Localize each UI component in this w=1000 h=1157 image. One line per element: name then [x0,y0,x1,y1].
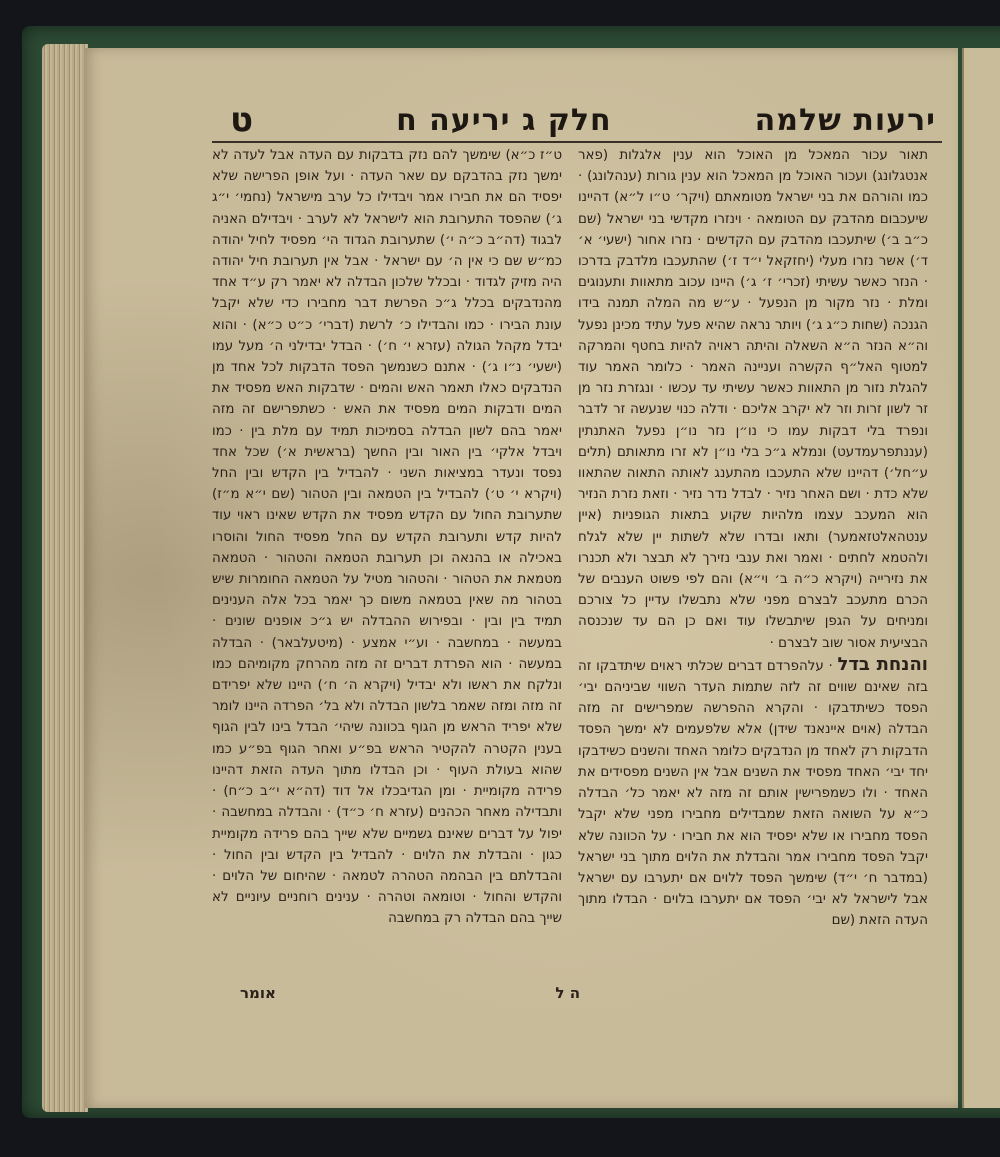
signature-mark: ה ל [555,984,580,1002]
section-paragraph [578,654,928,932]
paragraph-text: · עלהפרדם דברים שכלתי ראוים שיתדבקו זה בזה שאינם שווים זה לזה שתמות העדר השווי שביניהם יבי׳ הפסד כשיתדבקו · והקרא ההפרשה שמפרישים זה מזה הבדלה (אוים איינאנד שידן) אלא שלפעמים לא ימשך הפסד הדבקות רק לאחד מן הנדבקים כלומר האחד והשנים כשידבקו יחד יבי׳ האחד מפסיד את השנים אבל אין השנים מפסידים את האחד · ולו כשמפרישין אותם זה מזה לא יאמר כל׳ הבדלה כ״א על השואה הזאת שמבדילים מחבירו מפני שלא יקבל הפסד מחבירו או שלא יפסיד הוא את חבירו · על הכוונה שלא יקבל הפסד מחבירו אמר והבדלת את הלוים מתוך בני ישראל (במדבר ח׳ י״ד) שימשך הפסד ללוים אם יתערבו עם ישראל אבל לישראל לא יבי׳ הפסד אם יתערבו בלוים · הבדלו מתוך העדה הזאת (שם [578,658,928,929]
running-head [230,98,936,142]
facing-page-edge [962,48,1000,1108]
running-title-left: חלק ג יריעה ח [396,102,612,138]
catchword: אומר [240,984,276,1002]
catchline [240,984,580,1008]
running-title-right: ירעות שלמה [754,102,936,138]
folio-number: ט [230,100,254,140]
text-column-right [578,145,928,990]
paragraph: ט״ז כ״א) שימשך להם נזק בדבקות עם העדה אבל לעדה לא ימשך נזק בהדבקם עם שאר העדה · ועל אופן הפרישה שלא יפסיד הם את חבירו אמר ויבדילו כל ערב מישראל (נחמי׳ י״ג ג׳) שהפסד התערובת הוא לישראל לא לערב · ויבדילם האניה לבגוד (דה״ב כ״ה י׳) שתערובת הגדוד הי׳ מפסיד לחיל יהודה כמ״ש שם כי אין ה׳ עם ישראל · אבל אין תערובת חיל יהודה היה מזיק לגדוד · ובכלל שלכון הבדלה לא יאמר רק ע״ד אחד מהנדבקים בכלל ג״כ הפרשת דבר מחבירו כדי שלא יקבל עונת הבירו · כמו והבדילו כ׳ לרשת (דברי׳ כ״ט כ״א) · והוא יבדל מקהל הגולה (עזרא י׳ ח׳) · הבדל יבדילני ה׳ מעל עמו (ישעי׳ נ״ו ג׳) · אתנם כשנמשך הפסד הדבקות לכל אחד מן הנדבקים כאלו תאמר האש והמים · שדבקות האש מפסיד את המים ודבקות המים מפסיד את האש · כשתפרישם זה מזה יאמר בהם לשון הבדלה בסמיכות תמיד עם מלת בין · כמו ויבדל אלקי׳ בין האור ובין החשך (בראשית א׳) שכל אחד נפסד ונעדר במציאות השני · להבדיל בין הקדש ובין החל (ויקרא י׳ ט׳) להבדיל בין הטמאה ובין הטהור (שם י״א מ״ז) שתערובת החול עם הקדש מפסיד את הקדש שאינו ראוי עוד להיות קדש ותערובת הקדש עם החל מפסיד החול והוסרו באכילה או בהנאה וכן תערובת הטמאה והטהור · הטמאה מטמאת את הטהור · והטהור מטיל על הטמאה החומרות שיש בטהור מה שאין בטמאה משום כך יאמר בכל אלה הענינים תמיד בין ובין · ובפירוש ההבדלה יש ג״כ אופנים שונים · במעשה · במחשבה · וע״י אמצע · (מיטעלבאר) · הבדלה במעשה · הוא הפרדת דברים זה מזה מהרחק מקומיהם כמו ונלקח את ראשו ולא יבדיל (ויקרא ה׳ ח׳) היינו שלא יפרידם זה מזה ומזה שאמר בלשון הבדלה ולא בל׳ הפרדה היינו לומר שלא יפריד הראש מן הגוף בכוונה שיהי׳ הבדל בינו לבין הגוף בענין הקטרה להקטיר הראש בפ״ע ואחר הגוף בפ״ע כמו שהוא בעולת העוף · וכן הבדלו מתוך העדה הזאת דהיינו פרידה מקומיית · ומן הגדיבכלו אל דוד (דה״א י״ב כ״ח) · ותבדילה מאחר הכהנים (עזרא ח׳ כ״ד) · והבדלה במחשבה · יפול על דברים שאינם גשמיים שלא שייך בהם פרידה מקומיית כגון · והבדלת את הלוים · להבדיל בין הקדש ובין החול · והבדלתם בין הבהמה הטהרה לטמאה · שהיחום של הלוים · והקדש והחול · וטומאה וטהרה · ענינים רוחניים עיוניים לא שייך בהם הבדלה רק במחשבה [212,148,562,927]
page-edges [42,44,88,1112]
section-heading: והנחת בדל [837,653,928,675]
header-rule [212,141,942,143]
text-column-left [212,145,562,990]
paragraph: תאור עכור המאכל מן האוכל הוא ענין אלגלות (פאר אנטגלונג) ועכור האוכל מן המאכל הוא ענין גורות (ענהלונג) · כמו והורהם את בני ישראל מטומאתם (ויקר׳ ט״ו ל״א) דהיינו שיעכבום מהדבק עם הטומאה · וינזרו מקדשי בני ישראל (שם כ״ב ב׳) שיתעכבו מהדבק עם הקדשים · נזרו אחור (ישעי׳ א׳ ד׳) אשר נזרו מעלי (יחזקאל י״ד ז׳) שהתעכבו מלדבק בדרכו · הנזר כאשר עשיתי (זכרי׳ ז׳ ג׳) היינו עכוב מתאוות ותענוגים ומלת · נזר מקור מן הנפעל · ע״ש מה המלה תמנה בידו הגנכה (שחות כ״ג ג׳) ויותר נראה שהיא פעל עתיד מכינן נפעל וה״א הנזר ה״א השאלה והיתה ראויה להיות בחטף והמרקה למטוף האל״ף הקשרה ועניינה האמר · כלומר האמר עוד להגלת נזור מן התאוות כאשר עשיתי עד עכשו · ונגזרת נזר מן זר לשון זרות וזר לא יקרב אליכם · ודלה כנוי שנעשה זר לדבר ונפרד בלי דבקות עמו כי נו״ן נזר נו״ן נפעל האתנתין (עננתפרעמדעט) ונמלא ג״כ בלי נו״ן לא זרו מתאותם (תלים ע״חל׳) דהיינו שלא התעכבו מהתענג לאותה התאוה שהתאוו שלא כדת · ושם האחר נזיר · לבדל נדר נזיר · וזאת נזרת הנזיר הוא המעכב עצמו מלהיות שקוע בתאות הגופניות (איין ענטהאלטזאמער) ותאו ובדרו שלא לשתות יין שלא לגלח ולהטמא לחתים · ואמר ואת ענבי נזירך לא תבצר ולא תכנרו את נזירייה (ויקרא כ״ה ב׳ וי״א) והם לפי פשוט הענבים של הכרם מתעכב לבצרם מפני שלא נתבשלו עדיין כל צורכם ומניחים על הגפן שיתבשלו עוד ואם כן הם עד שנכנסה הבציעית אסור שוב לבצרם · [578,148,928,651]
